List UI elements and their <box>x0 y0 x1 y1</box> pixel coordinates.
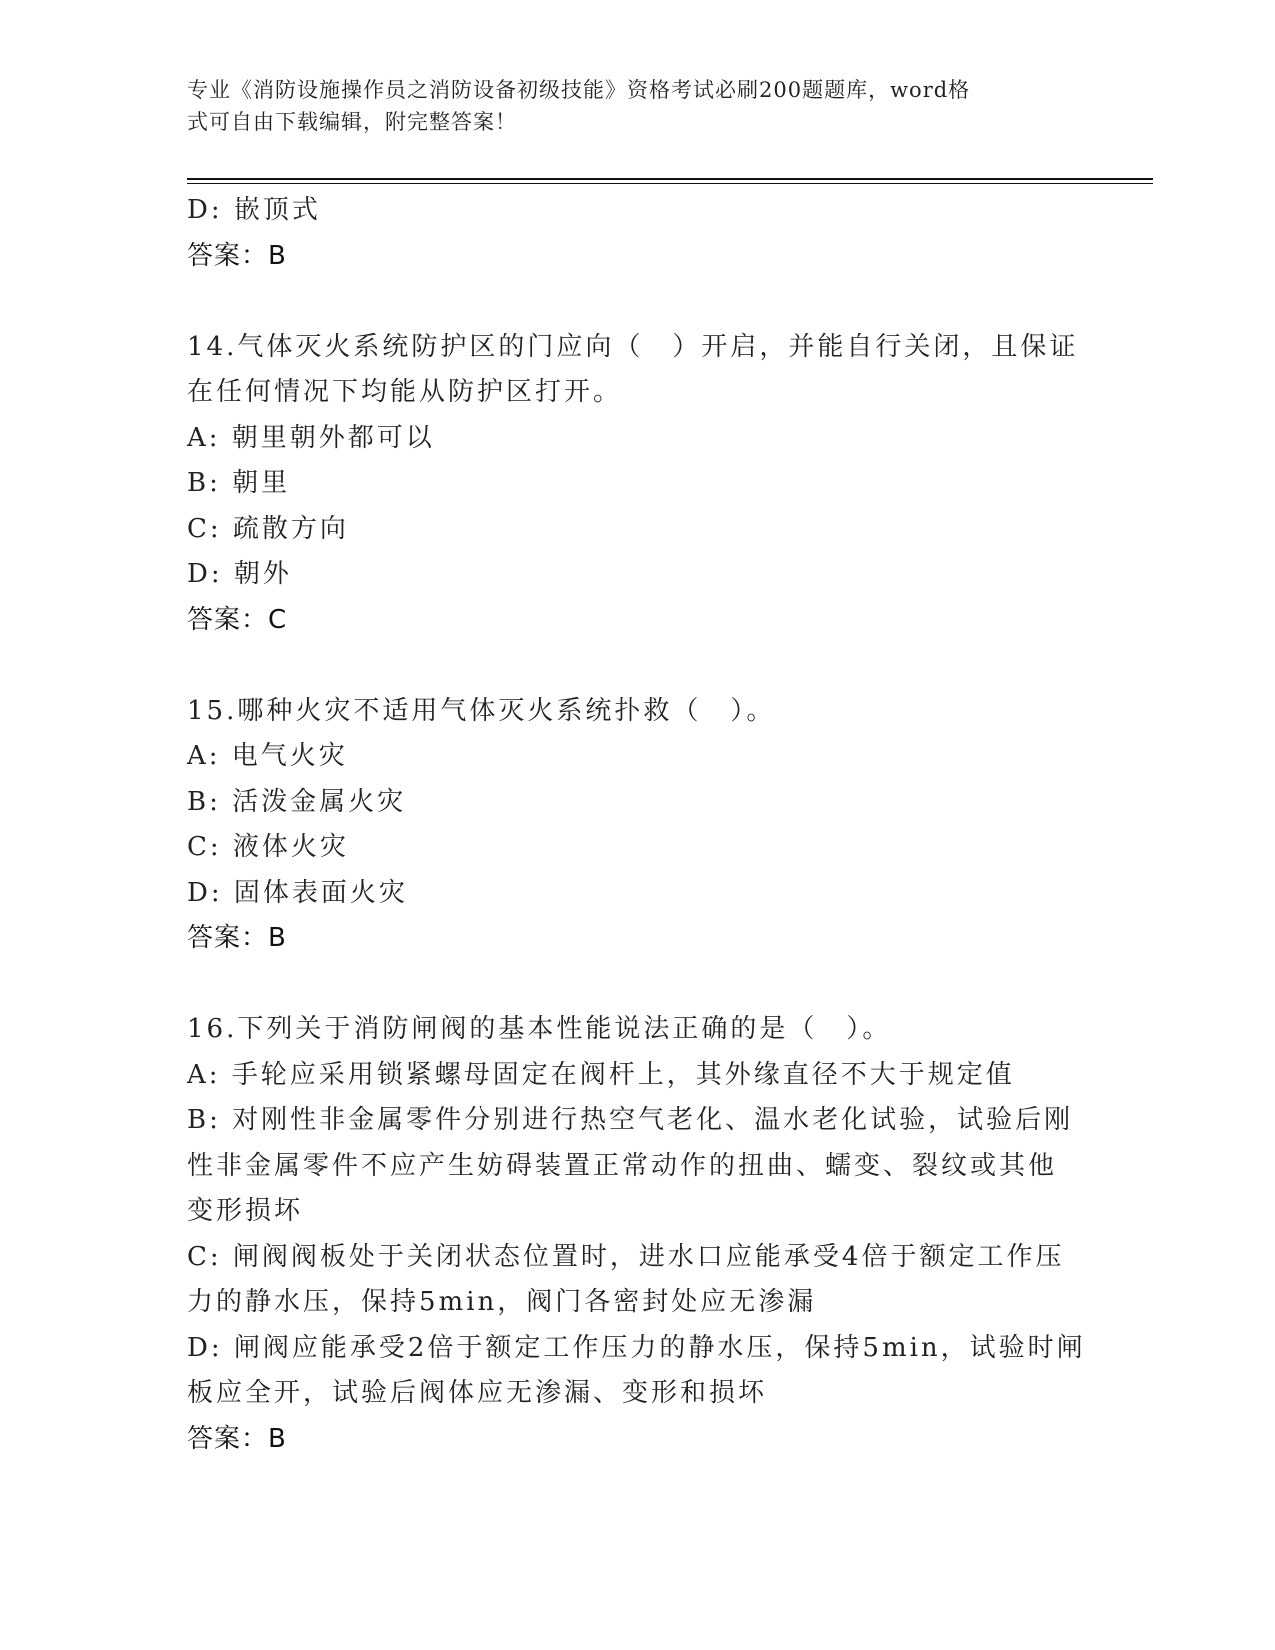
header-text-line-2: 式可自由下载编辑，附完整答案！ <box>187 110 517 134</box>
answer-line: 答案：B <box>187 923 287 953</box>
answer-line: 答案：C <box>187 604 288 635</box>
answer-line: 答案：B <box>187 1423 287 1454</box>
question-stem-line: 14.气体灭火系统防护区的门应向（ ）开启，并能自行关闭，且保证 <box>187 331 1079 362</box>
option-b-line: B: 对刚性非金属零件分别进行热空气老化、温水老化试验，试验后刚 <box>187 1105 1074 1135</box>
option-c: C: 液体火灾 <box>187 832 349 862</box>
option-d: D: 固体表面火灾 <box>187 877 408 908</box>
option-d-line: 板应全开，试验后阀体应无渗漏、变形和损坏 <box>187 1378 768 1408</box>
question-16 <box>187 1007 1087 1462</box>
answer-line: 答案：B <box>187 240 287 271</box>
option-a: A: 电气火灾 <box>187 741 348 771</box>
previous-question-tail <box>187 188 1087 279</box>
option-a: A: 朝里朝外都可以 <box>187 422 435 453</box>
header-text-line-1: 专业《消防设施操作员之消防设备初级技能》资格考试必刷200题题库，word格 <box>187 78 971 102</box>
question-stem-line: 16.下列关于消防闸阀的基本性能说法正确的是（ ）。 <box>187 1014 892 1044</box>
question-15 <box>187 689 1087 962</box>
option-d-line: D: 闸阀应能承受2倍于额定工作压力的静水压，保持5min，试验时闸 <box>187 1332 1086 1363</box>
header-divider-thick <box>187 178 1153 180</box>
option-c-line: 力的静水压，保持5min，阀门各密封处应无渗漏 <box>187 1287 817 1317</box>
option-d: D: 嵌顶式 <box>187 195 321 225</box>
question-spacer <box>187 962 1087 1008</box>
option-b-line: 性非金属零件不应产生妨碍装置正常动作的扭曲、蠕变、裂纹或其他 <box>187 1150 1058 1181</box>
option-d: D: 朝外 <box>187 559 292 589</box>
option-c: C: 疏散方向 <box>187 513 349 544</box>
header-divider-thin <box>187 183 1153 184</box>
question-spacer <box>187 279 1087 325</box>
question-14 <box>187 325 1087 644</box>
option-b: B: 活泼金属火灾 <box>187 786 407 817</box>
option-c-line: C: 闸阀阀板处于关闭状态位置时，进水口应能承受4倍于额定工作压 <box>187 1241 1065 1272</box>
question-spacer <box>187 643 1087 689</box>
option-b: B: 朝里 <box>187 468 291 498</box>
question-list <box>187 188 1087 1462</box>
option-a: A: 手轮应采用锁紧螺母固定在阀杆上，其外缘直径不大于规定值 <box>187 1059 1015 1090</box>
question-stem-line: 15.哪种火灾不适用气体灭火系统扑救（ ）。 <box>187 695 776 726</box>
option-b-line: 变形损坏 <box>187 1196 304 1226</box>
document-header <box>187 74 1067 138</box>
question-stem-line: 在任何情况下均能从防护区打开。 <box>187 377 623 407</box>
